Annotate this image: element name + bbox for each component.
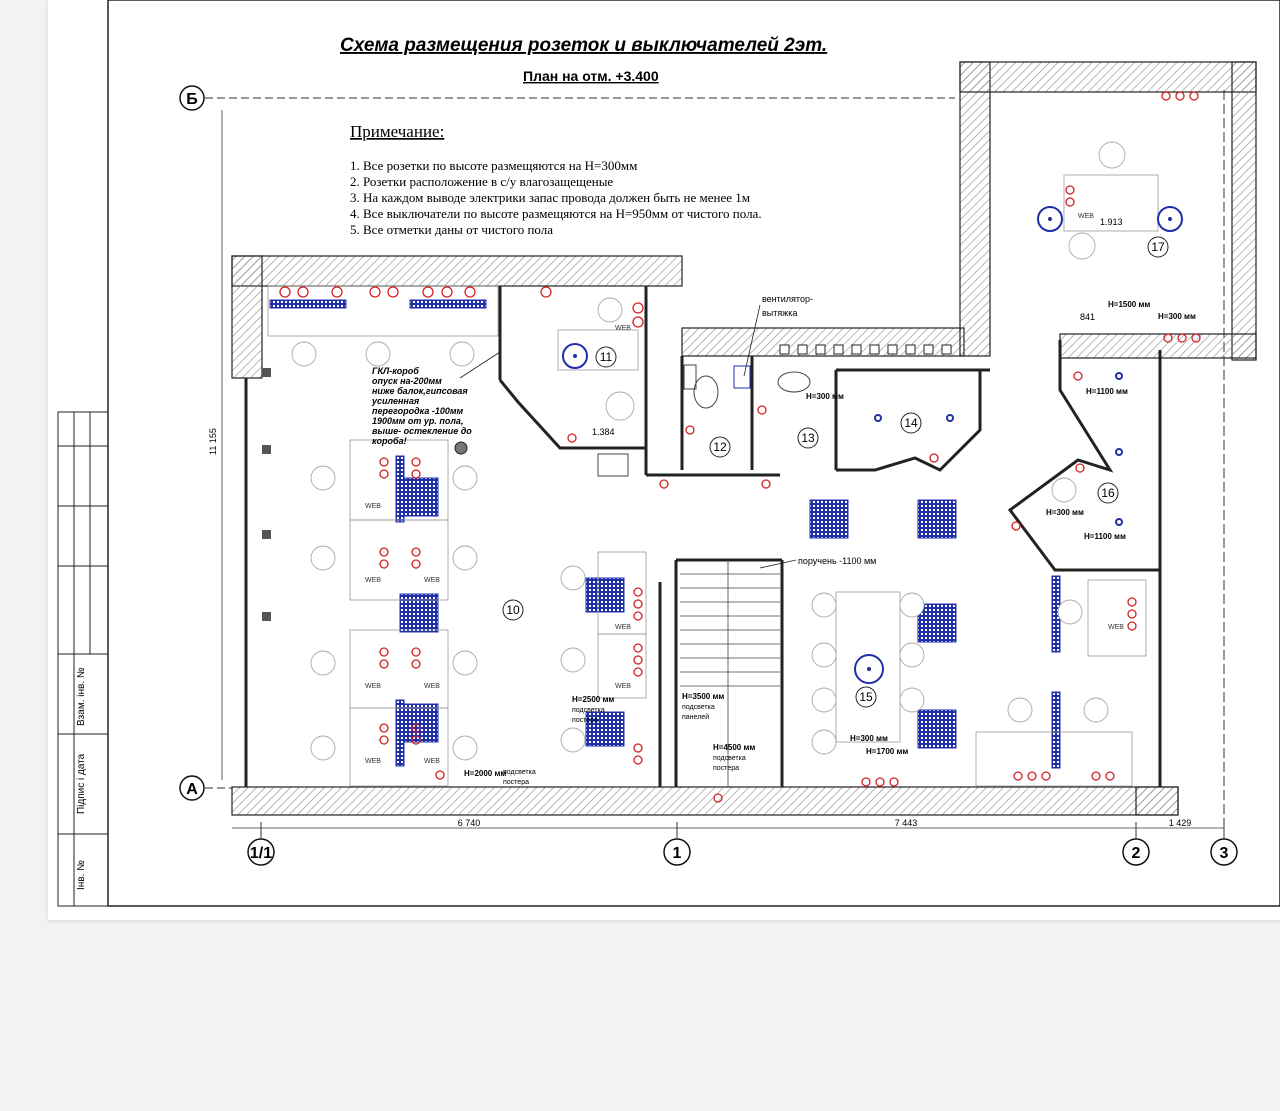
svg-text:подсветка: подсветка: [682, 704, 715, 711]
svg-text:WEB: WEB: [365, 503, 381, 510]
svg-text:Б: Б: [186, 91, 198, 108]
note-item: 4. Все выключатели по высоте размещяются на H=950мм от чистого пола.: [350, 206, 762, 221]
stamp-block: [58, 412, 108, 906]
h1100-label: H=1100 мм: [1086, 387, 1128, 396]
svg-text:подсветка: подсветка: [503, 769, 536, 776]
svg-text:ниже балок,гипсовая: ниже балок,гипсовая: [372, 386, 468, 396]
room-number: 16: [1101, 486, 1115, 500]
svg-text:WEB: WEB: [424, 577, 440, 584]
svg-text:постера: постера: [713, 765, 739, 772]
stamp-label-signature: Підпис і дата: [76, 753, 87, 814]
svg-text:выше- остекление до: выше- остекление до: [372, 426, 472, 436]
dimension-841: 841: [1080, 312, 1096, 322]
dimension-6740: 6 740: [457, 818, 481, 828]
svg-text:опуск на-200мм: опуск на-200мм: [372, 376, 442, 386]
svg-text:1900мм от ур. пола,: 1900мм от ур. пола,: [372, 416, 464, 426]
floor-grilles: [400, 478, 956, 748]
dimension-1384: 1.384: [592, 427, 615, 437]
axis-marker-1: [664, 839, 690, 865]
h1500-label: H=1500 мм: [1108, 300, 1151, 309]
page-subtitle: План на отм. +3.400: [523, 68, 659, 84]
note-item: 1. Все розетки по высоте размещяются на H=300мм: [350, 158, 638, 173]
axis-marker-2: [1123, 839, 1149, 865]
axis-marker-b: [180, 86, 204, 110]
stamp-label-inventory: Інв. №: [76, 860, 87, 890]
svg-text:H=2500 мм: H=2500 мм: [572, 695, 615, 704]
svg-text:H=4500 мм: H=4500 мм: [713, 743, 756, 752]
svg-text:WEB: WEB: [1108, 624, 1124, 631]
note-item: 3. На каждом выводе электрики запас провода должен быть не менее 1м: [350, 190, 750, 205]
dimension-1429: 1 429: [1168, 818, 1192, 828]
svg-text:WEB: WEB: [424, 683, 440, 690]
h300-label: H=300 мм: [1158, 312, 1196, 321]
svg-text:WEB: WEB: [615, 683, 631, 690]
svg-text:А: А: [186, 781, 198, 798]
svg-text:поручень -1100 мм: поручень -1100 мм: [798, 556, 877, 566]
svg-text:2: 2: [1131, 845, 1141, 862]
room-number: 14: [904, 416, 918, 430]
svg-text:подсветка: подсветка: [713, 755, 746, 762]
svg-text:H=2000 мм: H=2000 мм: [464, 769, 507, 778]
svg-text:постера: постера: [503, 779, 529, 786]
svg-text:WEB: WEB: [365, 577, 381, 584]
room-number: 17: [1151, 240, 1165, 254]
svg-text:перегородка -100мм: перегородка -100мм: [372, 406, 464, 416]
bathroom-fixtures: [598, 365, 810, 476]
h4500-callout: [713, 743, 755, 772]
svg-text:короба!: короба!: [372, 436, 407, 446]
axis-marker-3: [1211, 839, 1237, 865]
svg-text:WEB: WEB: [365, 758, 381, 765]
room-number: 12: [713, 440, 727, 454]
dimension-height: 11 155: [208, 428, 218, 455]
note-item: 5. Все отметки даны от чистого пола: [350, 222, 553, 237]
axis-marker-1-1: [248, 839, 274, 865]
svg-text:ГКЛ-короб: ГКЛ-короб: [372, 366, 419, 376]
h3500-callout: [682, 692, 724, 721]
svg-text:усиленная: усиленная: [372, 396, 420, 406]
stamp-label-replace: Взам. інв. №: [76, 667, 87, 726]
room-number: 15: [859, 690, 873, 704]
h1100-label: H=1100 мм: [1084, 532, 1126, 541]
svg-text:3: 3: [1219, 845, 1229, 862]
svg-text:H=3500 мм: H=3500 мм: [682, 692, 725, 701]
room-number: 13: [801, 431, 815, 445]
web-labels: [365, 213, 1124, 765]
notes-heading: Примечание:: [350, 122, 445, 141]
staircase: [680, 560, 780, 787]
svg-text:WEB: WEB: [365, 683, 381, 690]
dimension-7443: 7 443: [894, 818, 918, 828]
page-title: Схема размещения розеток и выключателей 2эт.: [340, 35, 828, 56]
svg-text:WEB: WEB: [424, 758, 440, 765]
handrail-callout: [760, 556, 876, 568]
svg-text:1: 1: [672, 845, 682, 862]
h2000-callout: [464, 769, 536, 786]
svg-text:WEB: WEB: [615, 624, 631, 631]
svg-text:вентилятор-: вентилятор-: [762, 294, 813, 304]
gkl-callout: [371, 352, 500, 446]
svg-text:WEB: WEB: [615, 325, 631, 332]
note-item: 2. Розетки расположение в с/у влагозащещеные: [350, 174, 614, 189]
svg-text:подсветка: подсветка: [572, 707, 605, 714]
svg-text:постера: постера: [572, 717, 598, 724]
svg-text:WEB: WEB: [1078, 213, 1094, 220]
svg-text:панелей: панелей: [682, 714, 710, 721]
svg-text:1/1: 1/1: [249, 845, 273, 862]
room-number: 11: [599, 350, 613, 364]
axis-marker-a: [180, 776, 204, 800]
dimension-1913: 1.913: [1100, 217, 1123, 227]
h1700-label: H=1700 мм: [866, 747, 909, 756]
drawing-frame: [108, 0, 1280, 906]
h300-label: H=300 мм: [1046, 508, 1084, 517]
svg-text:вытяжка: вытяжка: [762, 308, 798, 318]
room-number: 10: [506, 603, 520, 617]
h300-label: H=300 мм: [850, 734, 888, 743]
h300-label: H=300 мм: [806, 392, 844, 401]
